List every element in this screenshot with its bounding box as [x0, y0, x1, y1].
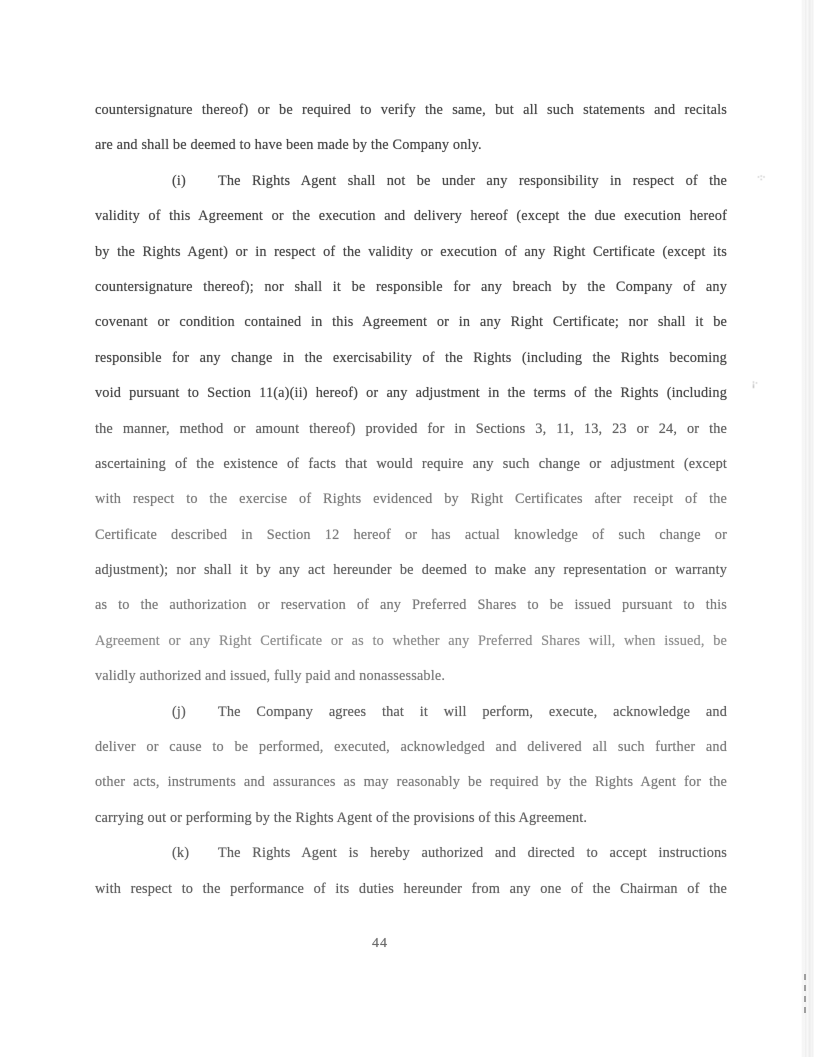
- text-line: are and shall be deemed to have been made by the Company only.: [95, 137, 482, 154]
- scan-dash-artifact: [804, 974, 806, 1018]
- paragraph-label: (k): [172, 845, 190, 862]
- text-line: (i) The Rights Agent shall not be under any responsibility in respect of the: [95, 164, 727, 199]
- text-line: Certificate described in Section 12 hereof or has actual knowledge of such change or: [95, 526, 727, 543]
- text-line: countersignature thereof) or be required to verify the same, but all such statements and recitals: [95, 102, 727, 118]
- text-line: other acts, instruments and assurances as may reasonably be required by the Rights Agent for the: [95, 774, 727, 791]
- text-line: by the Rights Agent) or in respect of the validity or execution of any Right Certificate (except its: [95, 243, 727, 260]
- scan-smudge-mark-middle: ¡·: [752, 378, 758, 388]
- scan-streak-artifact: [801, 0, 814, 1057]
- text-line: countersignature thereof); nor shall it be responsible for any breach by the Company of any: [95, 278, 727, 295]
- text-line: the manner, method or amount thereof) provided for in Sections 3, 11, 13, 23 or 24, or the: [95, 420, 727, 437]
- text-line: (k) The Rights Agent is hereby authorized and directed to accept instructions: [95, 836, 727, 871]
- document-text: [95, 93, 727, 907]
- page-number: 44: [372, 936, 388, 951]
- paragraph-label: (j): [172, 703, 186, 720]
- text-line: covenant or condition contained in this Agreement or in any Right Certificate; nor shall it be: [95, 314, 727, 331]
- text-line: ascertaining of the existence of facts that would require any such change or adjustment (except: [95, 455, 727, 472]
- text-line: validly authorized and issued, fully paid and nonassessable.: [95, 668, 446, 685]
- text-line: void pursuant to Section 11(a)(ii) hereof) or any adjustment in the terms of the Rights (including: [95, 385, 727, 402]
- text-line: responsible for any change in the exercisability of the Rights (including the Rights becoming: [95, 349, 727, 366]
- text-line: carrying out or performing by the Rights Agent of the provisions of this Agreement.: [95, 809, 588, 826]
- text-line: (j) The Company agrees that it will perform, execute, acknowledge and: [95, 695, 727, 730]
- paragraph-label: (i): [172, 172, 186, 189]
- text-line: with respect to the exercise of Rights evidenced by Right Certificates after receipt of the: [95, 491, 727, 508]
- scan-smudge-mark-top: ·:·: [757, 172, 766, 182]
- text-line: deliver or cause to be performed, executed, acknowledged and delivered all such further and: [95, 739, 727, 756]
- text-line: Agreement or any Right Certificate or as to whether any Preferred Shares will, when issued, be: [95, 632, 727, 649]
- text-line: adjustment); nor shall it by any act hereunder be deemed to make any representation or warranty: [95, 562, 727, 579]
- text-line: as to the authorization or reservation of any Preferred Shares to be issued pursuant to this: [95, 597, 727, 614]
- text-line: with respect to the performance of its duties hereunder from any one of the Chairman of the: [95, 880, 727, 897]
- text-line: validity of this Agreement or the execution and delivery hereof (except the due execution hereof: [95, 208, 727, 225]
